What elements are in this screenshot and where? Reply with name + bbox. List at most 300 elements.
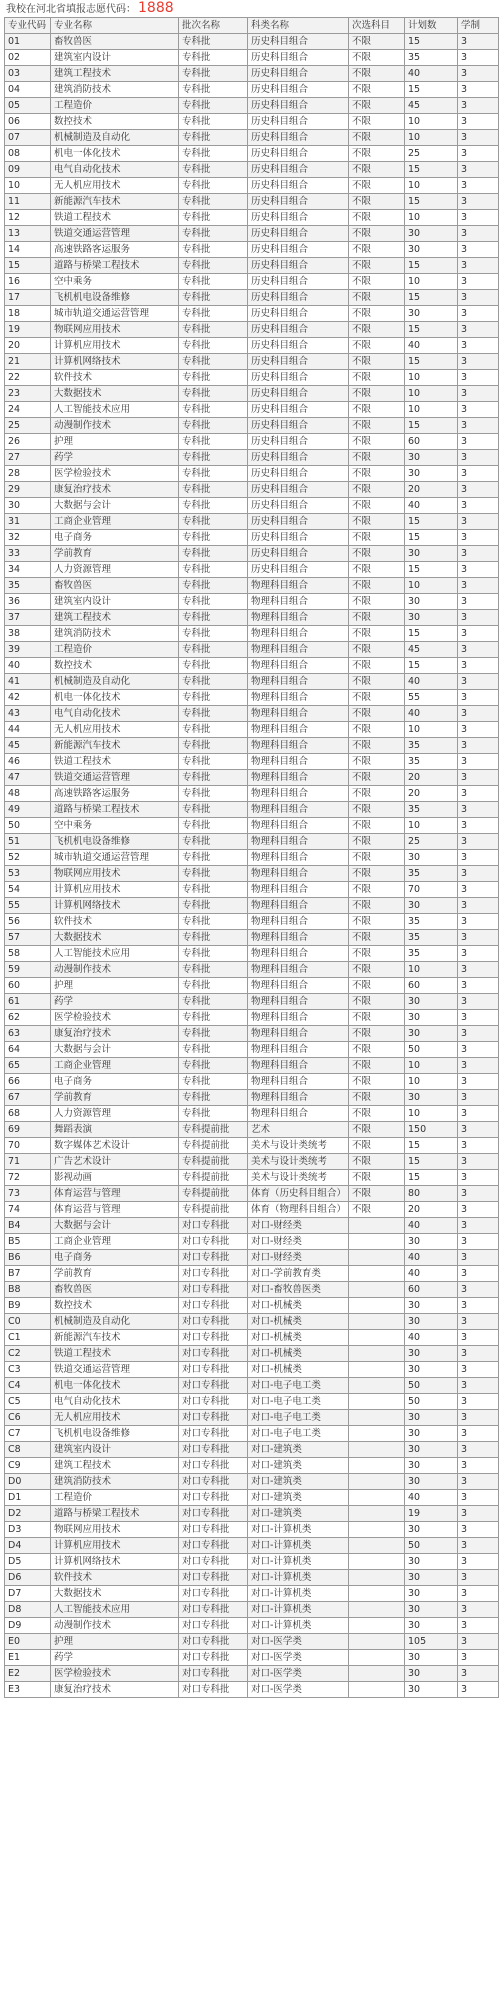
cell-subject-category: 物理科目组合: [248, 882, 349, 898]
cell-secondary-subject: 不限: [349, 562, 405, 578]
cell-subject-category: 历史科目组合: [248, 514, 349, 530]
cell-secondary-subject: 不限: [349, 306, 405, 322]
cell-batch-name: 专科批: [179, 626, 248, 642]
cell-subject-category: 历史科目组合: [248, 130, 349, 146]
cell-major-code: C6: [5, 1410, 51, 1426]
cell-secondary-subject: 不限: [349, 482, 405, 498]
cell-subject-category: 对口-医学类: [248, 1650, 349, 1666]
cell-major-code: 34: [5, 562, 51, 578]
cell-major-name: 机电一体化技术: [51, 1378, 179, 1394]
cell-subject-category: 物理科目组合: [248, 914, 349, 930]
cell-major-name: 建筑工程技术: [51, 1458, 179, 1474]
cell-major-code: 44: [5, 722, 51, 738]
cell-batch-name: 对口专科批: [179, 1314, 248, 1330]
cell-subject-category: 物理科目组合: [248, 738, 349, 754]
cell-subject-category: 物理科目组合: [248, 642, 349, 658]
table-row: [5, 210, 499, 226]
cell-duration: 3: [458, 1650, 499, 1666]
cell-major-code: C8: [5, 1442, 51, 1458]
cell-major-name: 医学检验技术: [51, 466, 179, 482]
cell-duration: 3: [458, 114, 499, 130]
cell-duration: 3: [458, 850, 499, 866]
table-row: [5, 114, 499, 130]
table-row: [5, 562, 499, 578]
cell-subject-category: 对口-电子电工类: [248, 1378, 349, 1394]
header-batch-name: 批次名称: [179, 18, 248, 34]
cell-plan-count: 19: [405, 1506, 458, 1522]
cell-plan-count: 45: [405, 98, 458, 114]
cell-plan-count: 30: [405, 466, 458, 482]
cell-subject-category: 历史科目组合: [248, 66, 349, 82]
cell-major-code: 10: [5, 178, 51, 194]
cell-duration: 3: [458, 1442, 499, 1458]
cell-major-name: 道路与桥梁工程技术: [51, 258, 179, 274]
table-row: [5, 594, 499, 610]
table-row: [5, 754, 499, 770]
cell-batch-name: 专科批: [179, 962, 248, 978]
table-row: [5, 770, 499, 786]
table-row: [5, 1010, 499, 1026]
table-row: [5, 1042, 499, 1058]
cell-major-name: 电子商务: [51, 1074, 179, 1090]
cell-plan-count: 60: [405, 1282, 458, 1298]
cell-subject-category: 物理科目组合: [248, 1106, 349, 1122]
header-secondary-subject: 次选科目: [349, 18, 405, 34]
cell-plan-count: 10: [405, 402, 458, 418]
cell-major-code: 13: [5, 226, 51, 242]
cell-plan-count: 35: [405, 866, 458, 882]
cell-batch-name: 专科批: [179, 466, 248, 482]
cell-secondary-subject: 不限: [349, 898, 405, 914]
cell-batch-name: 对口专科批: [179, 1266, 248, 1282]
cell-subject-category: 物理科目组合: [248, 866, 349, 882]
cell-duration: 3: [458, 338, 499, 354]
cell-major-name: 计算机应用技术: [51, 882, 179, 898]
cell-secondary-subject: 不限: [349, 1122, 405, 1138]
cell-subject-category: 历史科目组合: [248, 34, 349, 50]
cell-major-name: 电气自动化技术: [51, 706, 179, 722]
cell-duration: 3: [458, 1170, 499, 1186]
cell-plan-count: 35: [405, 914, 458, 930]
table-row: [5, 1058, 499, 1074]
cell-major-code: 04: [5, 82, 51, 98]
cell-subject-category: 历史科目组合: [248, 434, 349, 450]
table-row: [5, 178, 499, 194]
cell-duration: 3: [458, 1138, 499, 1154]
cell-subject-category: 物理科目组合: [248, 1042, 349, 1058]
table-row: [5, 610, 499, 626]
cell-duration: 3: [458, 530, 499, 546]
cell-major-name: 城市轨道交通运营管理: [51, 306, 179, 322]
cell-plan-count: 30: [405, 1346, 458, 1362]
cell-plan-count: 20: [405, 482, 458, 498]
cell-major-name: 数控技术: [51, 1298, 179, 1314]
cell-major-code: D4: [5, 1538, 51, 1554]
table-row: [5, 1298, 499, 1314]
cell-major-code: 67: [5, 1090, 51, 1106]
cell-plan-count: 25: [405, 834, 458, 850]
table-row: [5, 946, 499, 962]
cell-subject-category: 对口-电子电工类: [248, 1410, 349, 1426]
cell-major-name: 学前教育: [51, 1090, 179, 1106]
cell-duration: 3: [458, 354, 499, 370]
cell-plan-count: 30: [405, 546, 458, 562]
cell-major-code: 14: [5, 242, 51, 258]
cell-batch-name: 专科批: [179, 978, 248, 994]
cell-major-code: C0: [5, 1314, 51, 1330]
cell-major-name: 电气自动化技术: [51, 162, 179, 178]
cell-subject-category: 物理科目组合: [248, 1090, 349, 1106]
cell-plan-count: 40: [405, 66, 458, 82]
table-row: [5, 322, 499, 338]
cell-duration: 3: [458, 1266, 499, 1282]
cell-duration: 3: [458, 546, 499, 562]
table-row: [5, 1378, 499, 1394]
cell-major-name: 人工智能技术应用: [51, 946, 179, 962]
header-subject-category: 科类名称: [248, 18, 349, 34]
cell-major-code: D7: [5, 1586, 51, 1602]
cell-major-code: 18: [5, 306, 51, 322]
cell-secondary-subject: 不限: [349, 866, 405, 882]
enrollment-code: 1888: [138, 0, 174, 16]
table-row: [5, 978, 499, 994]
cell-duration: 3: [458, 866, 499, 882]
cell-major-name: 护理: [51, 978, 179, 994]
cell-subject-category: 历史科目组合: [248, 194, 349, 210]
cell-duration: 3: [458, 1378, 499, 1394]
cell-plan-count: 30: [405, 1474, 458, 1490]
table-row: [5, 1202, 499, 1218]
cell-major-code: 12: [5, 210, 51, 226]
cell-subject-category: 历史科目组合: [248, 402, 349, 418]
cell-major-name: 机电一体化技术: [51, 690, 179, 706]
cell-major-code: 55: [5, 898, 51, 914]
cell-subject-category: 对口-机械类: [248, 1330, 349, 1346]
cell-major-code: 05: [5, 98, 51, 114]
cell-subject-category: 体育（历史科目组合）: [248, 1186, 349, 1202]
table-row: [5, 1330, 499, 1346]
table-row: [5, 1170, 499, 1186]
cell-batch-name: 专科批: [179, 114, 248, 130]
cell-duration: 3: [458, 1026, 499, 1042]
cell-secondary-subject: 不限: [349, 450, 405, 466]
cell-subject-category: 物理科目组合: [248, 946, 349, 962]
cell-secondary-subject: [349, 1522, 405, 1538]
cell-subject-category: 物理科目组合: [248, 754, 349, 770]
cell-major-name: 大数据与会计: [51, 1218, 179, 1234]
cell-plan-count: 30: [405, 1314, 458, 1330]
cell-plan-count: 15: [405, 530, 458, 546]
cell-major-code: 24: [5, 402, 51, 418]
cell-major-code: 68: [5, 1106, 51, 1122]
cell-plan-count: 30: [405, 450, 458, 466]
cell-batch-name: 对口专科批: [179, 1602, 248, 1618]
cell-secondary-subject: 不限: [349, 162, 405, 178]
cell-major-name: 动漫制作技术: [51, 1618, 179, 1634]
table-row: [5, 386, 499, 402]
header-duration: 学制: [458, 18, 499, 34]
cell-major-name: 软件技术: [51, 914, 179, 930]
cell-major-code: C4: [5, 1378, 51, 1394]
cell-duration: 3: [458, 1346, 499, 1362]
table-row: [5, 1138, 499, 1154]
cell-batch-name: 对口专科批: [179, 1410, 248, 1426]
table-row: [5, 1122, 499, 1138]
cell-major-code: 53: [5, 866, 51, 882]
cell-batch-name: 专科提前批: [179, 1138, 248, 1154]
cell-major-code: 36: [5, 594, 51, 610]
cell-plan-count: 30: [405, 1234, 458, 1250]
cell-subject-category: 物理科目组合: [248, 818, 349, 834]
cell-major-name: 无人机应用技术: [51, 178, 179, 194]
cell-subject-category: 物理科目组合: [248, 962, 349, 978]
cell-batch-name: 对口专科批: [179, 1586, 248, 1602]
cell-major-name: 畜牧兽医: [51, 34, 179, 50]
table-row: [5, 1458, 499, 1474]
cell-duration: 3: [458, 1586, 499, 1602]
cell-plan-count: 10: [405, 178, 458, 194]
cell-duration: 3: [458, 610, 499, 626]
cell-duration: 3: [458, 1394, 499, 1410]
cell-batch-name: 专科批: [179, 178, 248, 194]
cell-plan-count: 40: [405, 338, 458, 354]
cell-subject-category: 物理科目组合: [248, 1058, 349, 1074]
cell-duration: 3: [458, 962, 499, 978]
cell-subject-category: 物理科目组合: [248, 930, 349, 946]
table-row: [5, 1426, 499, 1442]
cell-major-name: 计算机网络技术: [51, 354, 179, 370]
cell-major-name: 工程造价: [51, 1490, 179, 1506]
cell-major-code: 30: [5, 498, 51, 514]
cell-subject-category: 对口-计算机类: [248, 1618, 349, 1634]
cell-major-name: 康复治疗技术: [51, 482, 179, 498]
table-row: [5, 1218, 499, 1234]
cell-secondary-subject: 不限: [349, 770, 405, 786]
cell-major-code: 23: [5, 386, 51, 402]
cell-batch-name: 对口专科批: [179, 1682, 248, 1698]
cell-subject-category: 历史科目组合: [248, 114, 349, 130]
cell-batch-name: 专科批: [179, 450, 248, 466]
cell-subject-category: 物理科目组合: [248, 594, 349, 610]
cell-major-name: 工程造价: [51, 98, 179, 114]
cell-duration: 3: [458, 50, 499, 66]
cell-plan-count: 40: [405, 1330, 458, 1346]
table-header-row: [5, 18, 499, 34]
cell-secondary-subject: 不限: [349, 258, 405, 274]
table-row: [5, 722, 499, 738]
cell-plan-count: 15: [405, 258, 458, 274]
cell-major-code: 42: [5, 690, 51, 706]
cell-subject-category: 历史科目组合: [248, 466, 349, 482]
cell-secondary-subject: 不限: [349, 802, 405, 818]
cell-major-name: 大数据技术: [51, 930, 179, 946]
table-row: [5, 1090, 499, 1106]
table-row: [5, 370, 499, 386]
cell-secondary-subject: 不限: [349, 642, 405, 658]
table-row: [5, 706, 499, 722]
cell-batch-name: 专科批: [179, 754, 248, 770]
cell-subject-category: 历史科目组合: [248, 274, 349, 290]
cell-major-code: B5: [5, 1234, 51, 1250]
cell-major-code: E0: [5, 1634, 51, 1650]
cell-secondary-subject: 不限: [349, 1010, 405, 1026]
table-row: [5, 514, 499, 530]
cell-duration: 3: [458, 818, 499, 834]
cell-subject-category: 历史科目组合: [248, 338, 349, 354]
cell-secondary-subject: 不限: [349, 498, 405, 514]
cell-subject-category: 对口-医学类: [248, 1634, 349, 1650]
cell-secondary-subject: [349, 1618, 405, 1634]
cell-subject-category: 历史科目组合: [248, 162, 349, 178]
header-text: 我校在河北省填报志愿代码：: [6, 4, 136, 15]
cell-secondary-subject: 不限: [349, 1090, 405, 1106]
cell-major-code: 62: [5, 1010, 51, 1026]
cell-major-name: 铁道工程技术: [51, 1346, 179, 1362]
cell-batch-name: 对口专科批: [179, 1618, 248, 1634]
cell-plan-count: 15: [405, 290, 458, 306]
cell-major-code: 11: [5, 194, 51, 210]
cell-subject-category: 物理科目组合: [248, 658, 349, 674]
cell-major-code: 33: [5, 546, 51, 562]
cell-secondary-subject: 不限: [349, 722, 405, 738]
cell-major-code: 43: [5, 706, 51, 722]
cell-secondary-subject: 不限: [349, 1074, 405, 1090]
cell-duration: 3: [458, 290, 499, 306]
cell-duration: 3: [458, 1186, 499, 1202]
cell-duration: 3: [458, 226, 499, 242]
cell-plan-count: 40: [405, 674, 458, 690]
cell-subject-category: 历史科目组合: [248, 290, 349, 306]
cell-plan-count: 15: [405, 562, 458, 578]
cell-batch-name: 对口专科批: [179, 1394, 248, 1410]
cell-duration: 3: [458, 1618, 499, 1634]
cell-major-name: 数字媒体艺术设计: [51, 1138, 179, 1154]
cell-batch-name: 对口专科批: [179, 1506, 248, 1522]
cell-secondary-subject: 不限: [349, 1106, 405, 1122]
cell-major-name: 城市轨道交通运营管理: [51, 850, 179, 866]
cell-plan-count: 10: [405, 370, 458, 386]
cell-plan-count: 10: [405, 818, 458, 834]
cell-secondary-subject: [349, 1282, 405, 1298]
cell-major-name: 数控技术: [51, 114, 179, 130]
table-row: [5, 1314, 499, 1330]
cell-major-code: 66: [5, 1074, 51, 1090]
cell-duration: 3: [458, 1090, 499, 1106]
cell-plan-count: 35: [405, 946, 458, 962]
cell-secondary-subject: 不限: [349, 850, 405, 866]
cell-secondary-subject: 不限: [349, 34, 405, 50]
cell-major-code: D6: [5, 1570, 51, 1586]
table-row: [5, 34, 499, 50]
cell-secondary-subject: 不限: [349, 402, 405, 418]
cell-subject-category: 物理科目组合: [248, 994, 349, 1010]
cell-plan-count: 15: [405, 82, 458, 98]
cell-batch-name: 对口专科批: [179, 1634, 248, 1650]
cell-duration: 3: [458, 210, 499, 226]
cell-secondary-subject: 不限: [349, 914, 405, 930]
cell-plan-count: 30: [405, 1410, 458, 1426]
table-row: [5, 98, 499, 114]
cell-major-code: 07: [5, 130, 51, 146]
table-row: [5, 962, 499, 978]
cell-major-name: 建筑消防技术: [51, 1474, 179, 1490]
cell-duration: 3: [458, 1154, 499, 1170]
cell-major-code: E2: [5, 1666, 51, 1682]
cell-subject-category: 历史科目组合: [248, 498, 349, 514]
cell-duration: 3: [458, 1570, 499, 1586]
cell-duration: 3: [458, 306, 499, 322]
cell-duration: 3: [458, 34, 499, 50]
cell-batch-name: 对口专科批: [179, 1490, 248, 1506]
cell-major-code: 08: [5, 146, 51, 162]
cell-major-name: 康复治疗技术: [51, 1026, 179, 1042]
cell-plan-count: 30: [405, 1554, 458, 1570]
cell-subject-category: 物理科目组合: [248, 802, 349, 818]
cell-duration: 3: [458, 562, 499, 578]
cell-secondary-subject: [349, 1218, 405, 1234]
cell-secondary-subject: 不限: [349, 546, 405, 562]
cell-plan-count: 70: [405, 882, 458, 898]
cell-major-code: B4: [5, 1218, 51, 1234]
cell-batch-name: 专科批: [179, 834, 248, 850]
cell-batch-name: 专科批: [179, 722, 248, 738]
table-row: [5, 546, 499, 562]
cell-secondary-subject: 不限: [349, 530, 405, 546]
cell-subject-category: 历史科目组合: [248, 210, 349, 226]
cell-duration: 3: [458, 658, 499, 674]
cell-secondary-subject: [349, 1234, 405, 1250]
cell-duration: 3: [458, 1602, 499, 1618]
cell-subject-category: 艺术: [248, 1122, 349, 1138]
cell-plan-count: 40: [405, 706, 458, 722]
cell-major-code: 32: [5, 530, 51, 546]
cell-major-code: 22: [5, 370, 51, 386]
cell-duration: 3: [458, 1042, 499, 1058]
cell-plan-count: 30: [405, 1362, 458, 1378]
cell-major-name: 大数据技术: [51, 386, 179, 402]
cell-major-code: 20: [5, 338, 51, 354]
cell-batch-name: 专科批: [179, 1042, 248, 1058]
cell-duration: 3: [458, 194, 499, 210]
cell-major-name: 人力资源管理: [51, 1106, 179, 1122]
cell-duration: 3: [458, 466, 499, 482]
cell-batch-name: 专科批: [179, 530, 248, 546]
cell-major-name: 工商企业管理: [51, 1234, 179, 1250]
cell-plan-count: 60: [405, 434, 458, 450]
cell-plan-count: 35: [405, 802, 458, 818]
cell-subject-category: 物理科目组合: [248, 578, 349, 594]
cell-major-name: 飞机机电设备维修: [51, 290, 179, 306]
table-row: [5, 354, 499, 370]
cell-major-code: 73: [5, 1186, 51, 1202]
cell-major-name: 飞机机电设备维修: [51, 1426, 179, 1442]
cell-major-name: 铁道交通运营管理: [51, 1362, 179, 1378]
cell-secondary-subject: 不限: [349, 706, 405, 722]
cell-major-code: C2: [5, 1346, 51, 1362]
cell-major-name: 畜牧兽医: [51, 578, 179, 594]
cell-plan-count: 10: [405, 1074, 458, 1090]
cell-duration: 3: [458, 1682, 499, 1698]
cell-major-name: 新能源汽车技术: [51, 1330, 179, 1346]
cell-subject-category: 对口-机械类: [248, 1362, 349, 1378]
cell-secondary-subject: 不限: [349, 178, 405, 194]
cell-plan-count: 10: [405, 114, 458, 130]
cell-subject-category: 物理科目组合: [248, 610, 349, 626]
cell-batch-name: 专科批: [179, 354, 248, 370]
cell-secondary-subject: [349, 1458, 405, 1474]
table-row: [5, 1410, 499, 1426]
header-major-code: 专业代码: [5, 18, 51, 34]
